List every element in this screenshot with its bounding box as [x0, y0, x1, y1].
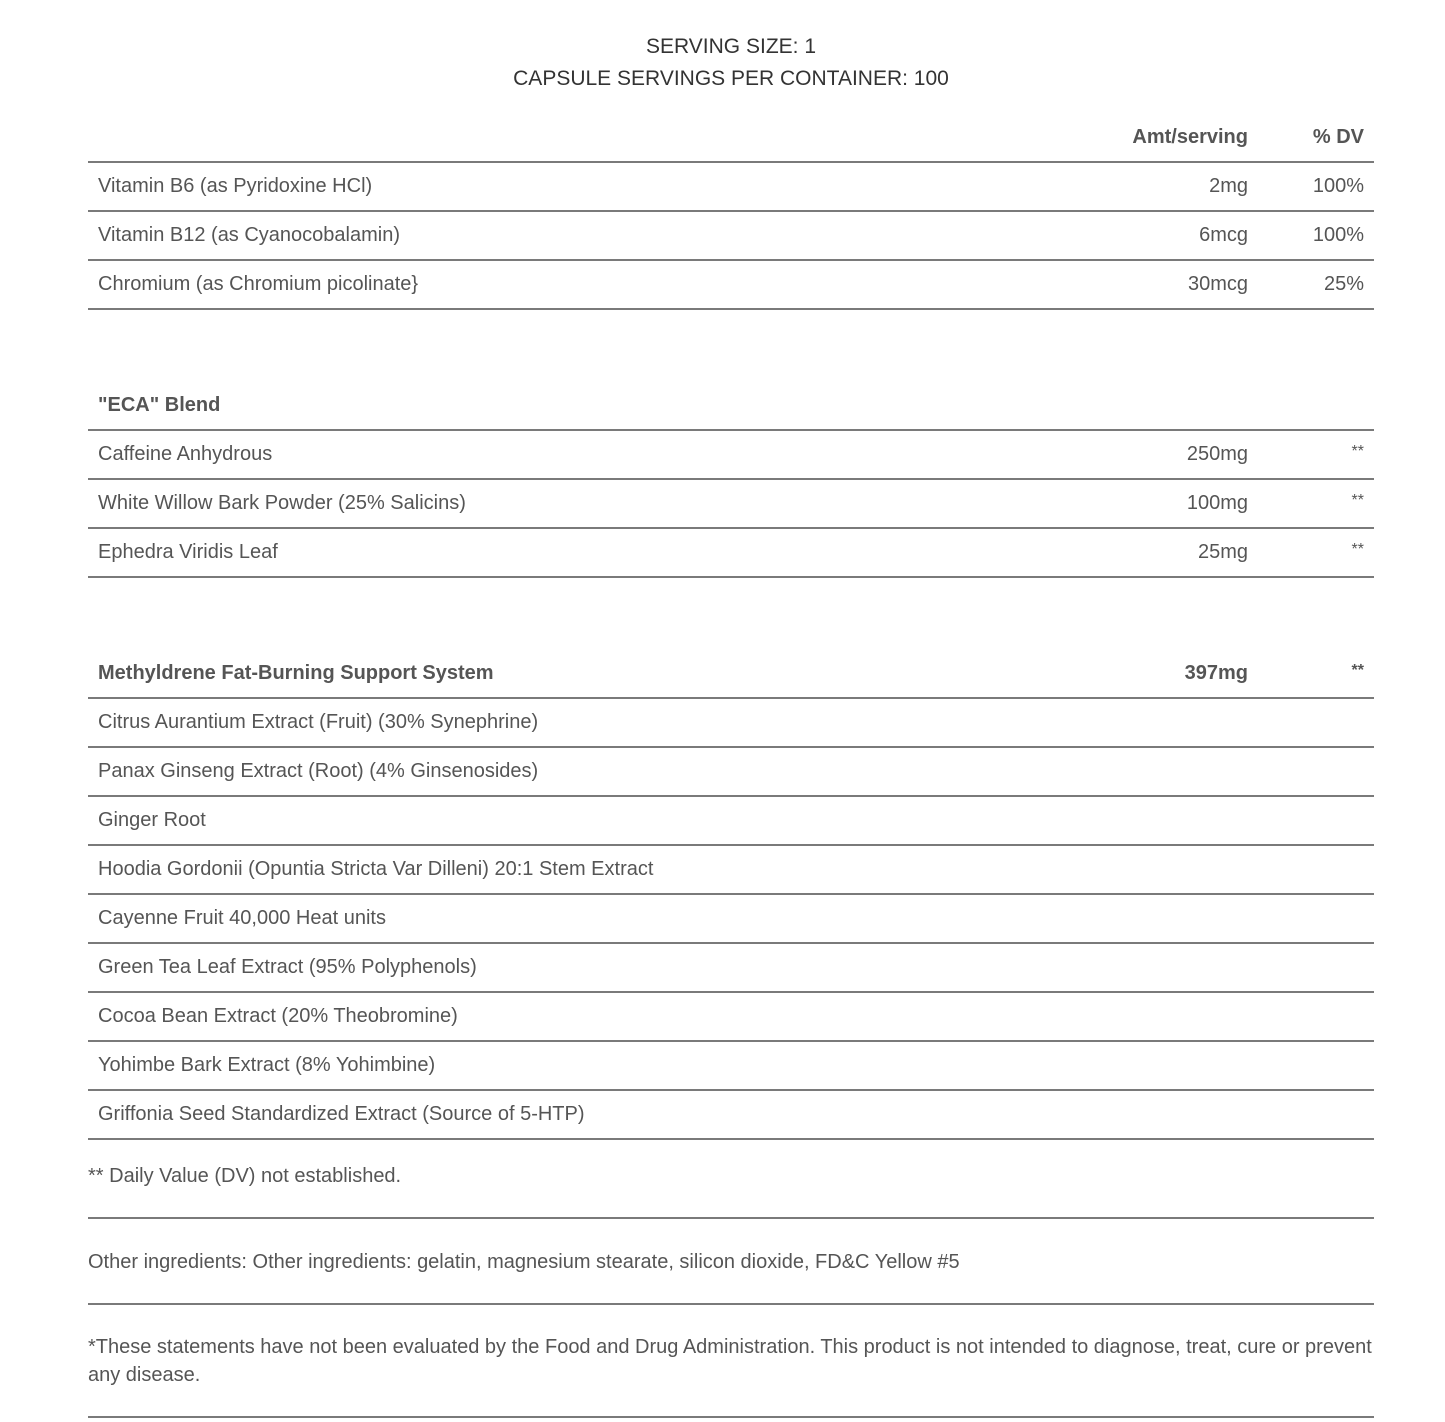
divider	[88, 1303, 1374, 1305]
column-header-row	[88, 114, 1374, 163]
table-row	[88, 212, 1374, 261]
ingredient-name: Vitamin B12 (as Cyanocobalamin)	[98, 224, 401, 246]
ingredient-amount: 100mg	[1186, 492, 1248, 514]
ingredient-name: White Willow Bark Powder (25% Salicins)	[98, 492, 466, 514]
amt-serving-header: Amt/serving	[1132, 126, 1248, 148]
ingredient-name: Ginger Root	[98, 809, 206, 831]
servings-per-container: CAPSULE SERVINGS PER CONTAINER: 100	[513, 67, 949, 90]
ingredient-dv: 100%	[1312, 175, 1364, 197]
table-row	[88, 529, 1374, 578]
divider	[88, 1416, 1374, 1418]
table-row	[88, 895, 1374, 944]
ingredient-dv: 25%	[1323, 273, 1364, 295]
ingredient-name: Chromium (as Chromium picolinate}	[98, 273, 419, 295]
vitamin-table	[88, 114, 1374, 310]
blend-title: Methyldrene Fat-Burning Support System	[98, 662, 494, 684]
blend-title: "ECA" Blend	[98, 394, 221, 416]
ingredient-name: Vitamin B6 (as Pyridoxine HCl)	[98, 175, 373, 197]
table-row	[88, 944, 1374, 993]
ingredient-name: Griffonia Seed Standardized Extract (Source of 5-HTP)	[98, 1103, 585, 1125]
blend-amount: 397mg	[1184, 662, 1248, 684]
table-row	[88, 163, 1374, 212]
table-row	[88, 1091, 1374, 1140]
table-row	[88, 699, 1374, 748]
ingredient-name: Panax Ginseng Extract (Root) (4% Ginsenosides)	[98, 760, 539, 782]
table-row	[88, 480, 1374, 529]
ingredient-amount: 30mcg	[1187, 273, 1248, 295]
ingredient-amount: 2mg	[1209, 175, 1248, 197]
eca-blend-table	[88, 382, 1374, 578]
ingredient-name: Yohimbe Bark Extract (8% Yohimbine)	[98, 1054, 436, 1076]
serving-size: SERVING SIZE: 1	[646, 35, 816, 58]
ingredient-amount: 250mg	[1186, 443, 1248, 465]
ingredient-dv: **	[1351, 541, 1364, 558]
fda-disclaimer: *These statements have not been evaluated by the Food and Drug Administration. This product is not intended to diagnose, treat, cure or prevent any disease.	[88, 1336, 1372, 1386]
dv-header: % DV	[1312, 126, 1364, 148]
other-ingredients: Other ingredients: Other ingredients: gelatin, magnesium stearate, silicon dioxide, FD&C Yellow #5	[88, 1251, 960, 1273]
table-row	[88, 993, 1374, 1042]
blend-title-row	[88, 382, 1374, 431]
ingredient-name: Cayenne Fruit 40,000 Heat units	[98, 907, 386, 929]
table-row	[88, 797, 1374, 846]
blend-dv: **	[1351, 662, 1364, 679]
ingredient-name: Green Tea Leaf Extract (95% Polyphenols)	[98, 956, 477, 978]
ingredient-dv: **	[1351, 443, 1364, 460]
table-row	[88, 261, 1374, 310]
support-system-table	[88, 650, 1374, 1140]
table-row	[88, 431, 1374, 480]
ingredient-name: Caffeine Anhydrous	[98, 443, 273, 465]
ingredient-name: Ephedra Viridis Leaf	[98, 541, 278, 563]
ingredient-name: Cocoa Bean Extract (20% Theobromine)	[98, 1005, 458, 1027]
ingredient-dv: **	[1351, 492, 1364, 509]
ingredient-name: Hoodia Gordonii (Opuntia Stricta Var Dilleni) 20:1 Stem Extract	[98, 858, 654, 880]
table-row	[88, 1042, 1374, 1091]
blend-title-row	[88, 650, 1374, 699]
table-row	[88, 846, 1374, 895]
ingredient-name: Citrus Aurantium Extract (Fruit) (30% Synephrine)	[98, 711, 539, 733]
table-row	[88, 748, 1374, 797]
divider	[88, 1217, 1374, 1219]
ingredient-amount: 25mg	[1197, 541, 1248, 563]
dv-footnote: ** Daily Value (DV) not established.	[88, 1165, 402, 1187]
ingredient-dv: 100%	[1312, 224, 1364, 246]
ingredient-amount: 6mcg	[1199, 224, 1248, 246]
